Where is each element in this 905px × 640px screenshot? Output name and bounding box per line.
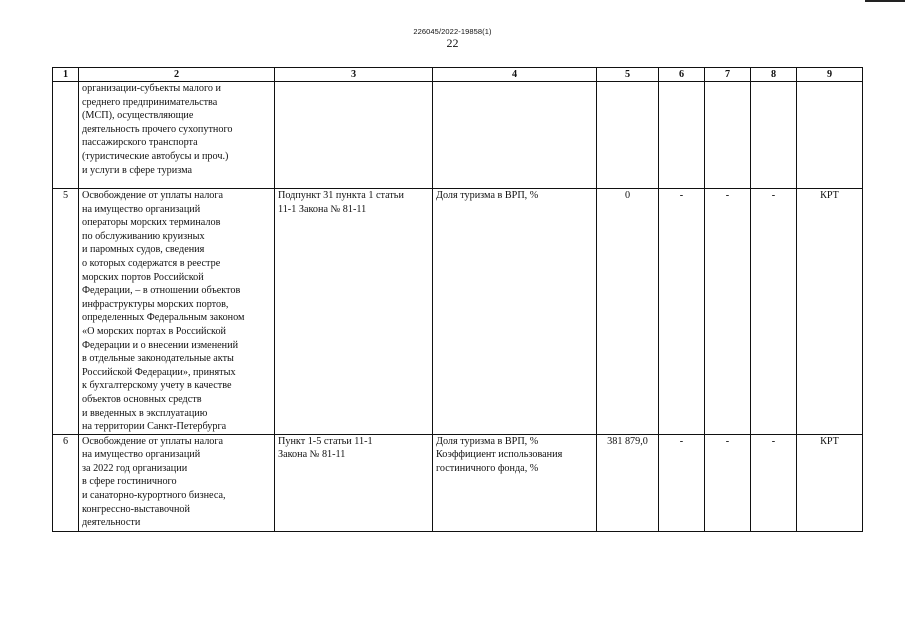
page-number: 22 (446, 36, 459, 50)
table-header-row (53, 68, 863, 82)
cell-description: Освобождение от уплаты налога на имущество организаций операторы морских терминалов по обслуживанию круизных и паромных судов, сведения о которых содержатся в реестре морских портов Российской Федерации, – в отношении объектов инфраструктуры морских портов, определенных Федеральным законом «О морских портах в Российской Федерации и о внесении изменений в отдельные законодательные акты Российской Федерации», принятых к бухгалтерскому учету в качестве объектов основных средств и введенных в эксплуатацию на территории Санкт-Петербурга (79, 189, 275, 435)
column-header: 4 (433, 68, 597, 82)
cell-indicator (433, 82, 597, 189)
cell-col8 (751, 82, 797, 189)
cell-number (53, 82, 79, 189)
cell-indicator: Доля туризма в ВРП, % Коэффициент использования гостиничного фонда, % (433, 434, 597, 531)
cell-col8: - (751, 434, 797, 531)
benefits-table (52, 67, 863, 532)
cell-col6: - (659, 434, 705, 531)
cell-number: 5 (53, 189, 79, 435)
table-row (53, 434, 863, 531)
cell-category: КРТ (797, 189, 863, 435)
cell-number: 6 (53, 434, 79, 531)
cell-description: Освобождение от уплаты налога на имущество организаций за 2022 год организации в сфере гостиничного и санаторно-курортного бизнеса, конгрессно-выставочной деятельности (79, 434, 275, 531)
cell-legal-basis (275, 82, 433, 189)
cell-col8: - (751, 189, 797, 435)
column-header: 5 (597, 68, 659, 82)
column-header: 8 (751, 68, 797, 82)
cell-value: 0 (597, 189, 659, 435)
column-header: 1 (53, 68, 79, 82)
cell-value: 381 879,0 (597, 434, 659, 531)
cell-legal-basis: Подпункт 31 пункта 1 статьи 11-1 Закона № 81-11 (275, 189, 433, 435)
column-header: 7 (705, 68, 751, 82)
column-header: 3 (275, 68, 433, 82)
cell-value (597, 82, 659, 189)
cell-legal-basis: Пункт 1-5 статьи 11-1 Закона № 81-11 (275, 434, 433, 531)
table-row (53, 189, 863, 435)
cell-category (797, 82, 863, 189)
scan-edge-mark (865, 0, 905, 2)
cell-col7 (705, 82, 751, 189)
table-row-continuation (53, 82, 863, 189)
document-id: 226045/2022-19858(1) (413, 27, 492, 36)
cell-col6 (659, 82, 705, 189)
cell-col7: - (705, 434, 751, 531)
column-header: 6 (659, 68, 705, 82)
cell-description: организации-субъекты малого и среднего предпринимательства (МСП), осуществляющие деятельность прочего сухопутного пассажирского транспорта (туристические автобусы и проч.) и услуги в сфере туризма (79, 82, 275, 189)
cell-indicator: Доля туризма в ВРП, % (433, 189, 597, 435)
column-header: 9 (797, 68, 863, 82)
column-header: 2 (79, 68, 275, 82)
cell-col7: - (705, 189, 751, 435)
cell-category: КРТ (797, 434, 863, 531)
cell-col6: - (659, 189, 705, 435)
